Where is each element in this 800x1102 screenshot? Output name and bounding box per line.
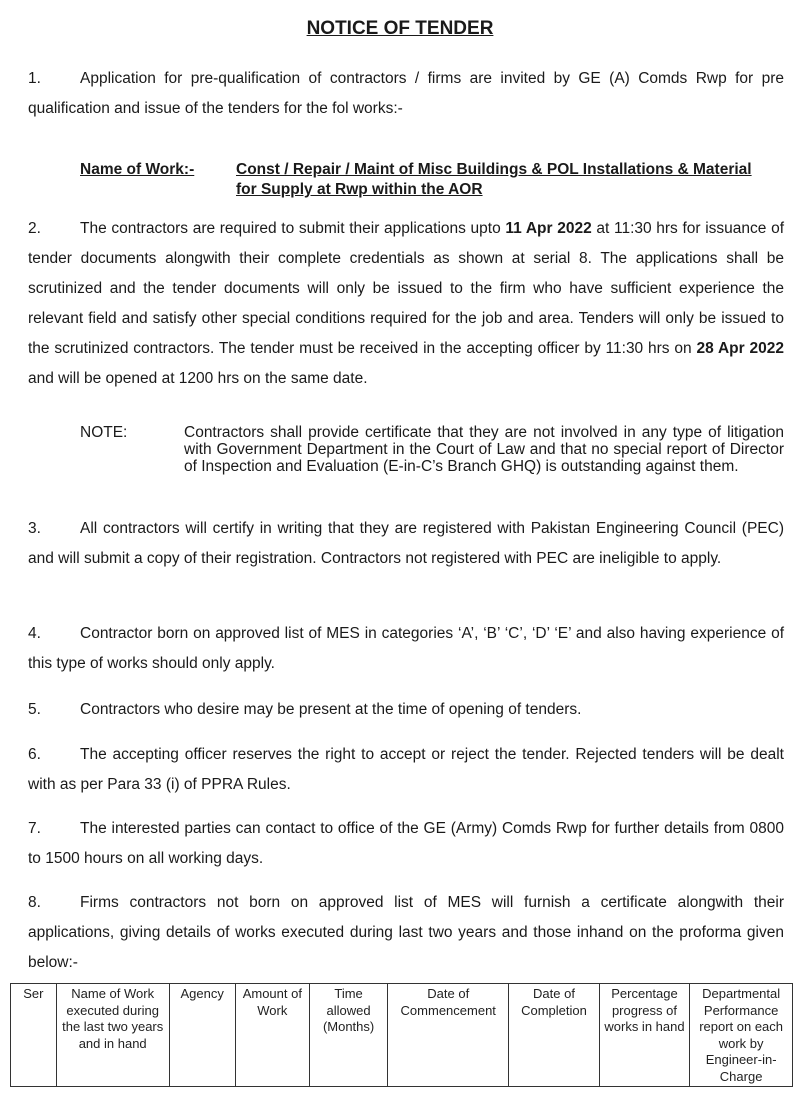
paragraph-2 — [28, 214, 784, 394]
document-title: NOTICE OF TENDER — [306, 18, 494, 39]
name-of-work-value: Const / Repair / Maint of Misc Buildings & POL Installations & Material for Supply at Rwp within the AOR — [236, 161, 752, 198]
column-header-date-commencement: Date of Commencement — [388, 984, 509, 1087]
paragraph-text: Firms contractors not born on approved list of MES will furnish a certificate alongwith their applications, giving details of works executed during last two years and those inhand on the proforma given below:- — [28, 894, 784, 971]
note-text: Contractors shall provide certificate that they are not involved in any type of litigation with Government Department in the Court of Law and that no special report of Director of Inspection and Evaluation (E-in-C’s Branch GHQ) is outstanding against them. — [184, 424, 784, 475]
paragraph-number: 1. — [28, 70, 41, 87]
paragraph-text: Application for pre-qualification of contractors / firms are invited by GE (A) Comds Rwp for pre qualification and issue of the tenders for the fol works:- — [28, 70, 784, 117]
column-header-percentage-progress: Percentage progress of works in hand — [599, 984, 690, 1087]
paragraph-number: 7. — [28, 820, 41, 837]
note-label: NOTE: — [80, 424, 128, 441]
column-header-ser: Ser — [11, 984, 57, 1087]
paragraph-number: 6. — [28, 746, 41, 763]
paragraph-text: at 11:30 hrs for issuance of tender documents alongwith their complete credentials as shown at serial 8. The applications shall be scrutinized and the tender documents will only be issued to the firm who have sufficient experience the relevant field and satisfy other special conditions required for the job and area. Tenders will only be issued to the scrutinized contractors. The tender must be received in the accepting officer by 11:30 hrs on — [28, 220, 784, 357]
paragraph-8 — [28, 888, 784, 978]
paragraph-4 — [28, 619, 784, 679]
paragraph-text: Contractor born on approved list of MES in categories ‘A’, ‘B’ ‘C’, ‘D’ ‘E’ and also having experience of this type of works should only apply. — [28, 625, 784, 672]
paragraph-1 — [28, 64, 784, 124]
paragraph-number: 8. — [28, 894, 41, 911]
column-header-time-allowed: Time allowed (Months) — [309, 984, 387, 1087]
application-deadline-date: 11 Apr 2022 — [505, 220, 592, 237]
paragraph-text: and will be opened at 1200 hrs on the same date. — [28, 370, 368, 387]
tender-receipt-date: 28 Apr 2022 — [696, 340, 784, 357]
name-of-work-label: Name of Work:- — [80, 161, 195, 178]
paragraph-3 — [28, 514, 784, 574]
paragraph-text: All contractors will certify in writing that they are registered with Pakistan Engineering Council (PEC) and will submit a copy of their registration. Contractors not registered with PEC are ineligible to apply. — [28, 520, 784, 567]
paragraph-number: 4. — [28, 625, 41, 642]
paragraph-number: 5. — [28, 701, 41, 718]
column-header-performance-report: Departmental Performance report on each work by Engineer-in-Charge — [690, 984, 793, 1087]
column-header-date-completion: Date of Completion — [509, 984, 600, 1087]
proforma-header-row — [11, 984, 793, 1087]
paragraph-text: The interested parties can contact to office of the GE (Army) Comds Rwp for further details from 0800 to 1500 hours on all working days. — [28, 820, 784, 867]
paragraph-number: 2. — [28, 220, 41, 237]
paragraph-6 — [28, 740, 784, 800]
column-header-amount: Amount of Work — [235, 984, 309, 1087]
paragraph-7 — [28, 814, 784, 874]
paragraph-text: The contractors are required to submit their applications upto — [80, 220, 506, 237]
column-header-name-of-work: Name of Work executed during the last two years and in hand — [56, 984, 169, 1087]
paragraph-number: 3. — [28, 520, 41, 537]
proforma-table — [10, 983, 793, 1087]
column-header-agency: Agency — [169, 984, 235, 1087]
paragraph-text: The accepting officer reserves the right to accept or reject the tender. Rejected tenders will be dealt with as per Para 33 (i) of PPRA Rules. — [28, 746, 784, 793]
paragraph-text: Contractors who desire may be present at the time of opening of tenders. — [80, 701, 582, 718]
paragraph-5 — [28, 695, 784, 725]
